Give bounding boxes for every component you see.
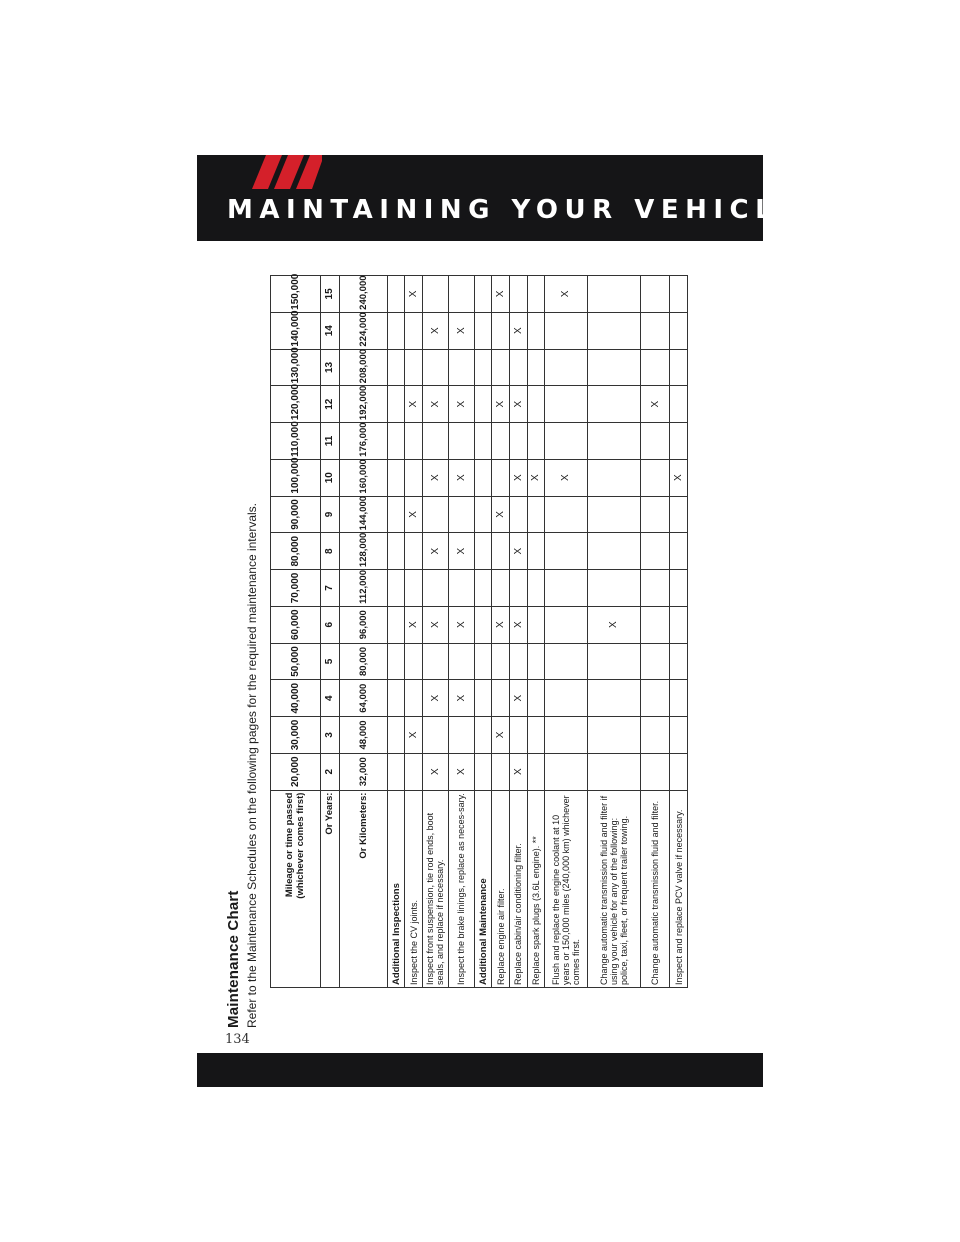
- table-row: [641, 276, 670, 988]
- mark-cell: [670, 717, 688, 754]
- mark-cell: [527, 606, 545, 643]
- mark-cell: [587, 753, 641, 790]
- mark-cell: X: [509, 533, 527, 570]
- mark-cell: [545, 717, 587, 754]
- task-label: Change automatic transmission fluid and filter if using your vehicle for any of the following: police, taxi, fleet, or frequent trailer towing.: [587, 790, 641, 987]
- mark-cell: [587, 349, 641, 386]
- task-label: Replace engine air filter.: [492, 790, 510, 987]
- maintenance-chart-rotated: [225, 268, 695, 1028]
- task-label: Flush and replace the engine coolant at 10 years or 150,000 miles (240,000 km) whichever comes first.: [545, 790, 587, 987]
- mark-cell: [670, 570, 688, 607]
- mark-cell: X: [423, 312, 449, 349]
- mark-cell: [670, 276, 688, 313]
- mark-cell: X: [448, 386, 474, 423]
- years-cell: 9: [320, 496, 340, 533]
- mark-cell: [545, 606, 587, 643]
- km-cell: 160,000: [340, 459, 388, 496]
- mark-cell: [448, 276, 474, 313]
- empty-cell: [387, 753, 405, 790]
- table-row: [527, 276, 545, 988]
- mark-cell: [527, 533, 545, 570]
- empty-cell: [474, 459, 492, 496]
- empty-cell: [387, 606, 405, 643]
- mark-cell: [509, 423, 527, 460]
- mark-cell: [405, 680, 423, 717]
- years-cell: 12: [320, 386, 340, 423]
- mark-cell: [492, 312, 510, 349]
- mark-cell: [587, 423, 641, 460]
- years-cell: 5: [320, 643, 340, 680]
- mark-cell: [641, 423, 670, 460]
- mark-cell: [423, 276, 449, 313]
- mark-cell: [405, 349, 423, 386]
- mark-cell: [448, 643, 474, 680]
- mileage-cell: 100,000: [271, 459, 321, 496]
- mark-cell: [423, 643, 449, 680]
- mark-cell: X: [448, 533, 474, 570]
- mark-cell: X: [509, 459, 527, 496]
- empty-cell: [474, 717, 492, 754]
- mark-cell: X: [492, 717, 510, 754]
- mark-cell: [545, 386, 587, 423]
- empty-cell: [387, 643, 405, 680]
- section-title: Additional Inspections: [387, 790, 405, 987]
- mark-cell: X: [423, 386, 449, 423]
- mark-cell: [641, 753, 670, 790]
- section-row: [474, 276, 492, 988]
- mark-cell: [587, 459, 641, 496]
- mark-cell: [670, 386, 688, 423]
- empty-cell: [387, 386, 405, 423]
- header-band: [197, 155, 803, 241]
- mark-cell: [527, 312, 545, 349]
- empty-cell: [474, 423, 492, 460]
- table-row: [423, 276, 449, 988]
- task-label: Replace cabin/air conditioning filter.: [509, 790, 527, 987]
- mark-cell: X: [448, 459, 474, 496]
- empty-cell: [474, 386, 492, 423]
- mark-cell: X: [509, 680, 527, 717]
- km-cell: 144,000: [340, 496, 388, 533]
- mark-cell: [641, 680, 670, 717]
- mileage-cell: 150,000: [271, 276, 321, 313]
- mileage-cell: 70,000: [271, 570, 321, 607]
- mark-cell: [509, 349, 527, 386]
- chart-title: Maintenance Chart: [225, 890, 242, 1028]
- mark-cell: [423, 496, 449, 533]
- years-cell: 15: [320, 276, 340, 313]
- mark-cell: [448, 423, 474, 460]
- mark-cell: [587, 386, 641, 423]
- mark-cell: [405, 459, 423, 496]
- mark-cell: [492, 643, 510, 680]
- mark-cell: [641, 606, 670, 643]
- mark-cell: [670, 312, 688, 349]
- years-cell: 4: [320, 680, 340, 717]
- mark-cell: [405, 423, 423, 460]
- mark-cell: [448, 349, 474, 386]
- km-cell: 208,000: [340, 349, 388, 386]
- task-label: Inspect the brake linings, replace as neces-sary.: [448, 790, 474, 987]
- header-row-km: [340, 276, 388, 988]
- mark-cell: [492, 459, 510, 496]
- task-label: Inspect and replace PCV valve if necessary.: [670, 790, 688, 987]
- km-cell: 32,000: [340, 753, 388, 790]
- mark-cell: [670, 680, 688, 717]
- km-cell: 80,000: [340, 643, 388, 680]
- mark-cell: [641, 717, 670, 754]
- mark-cell: [587, 680, 641, 717]
- mark-cell: [492, 753, 510, 790]
- mileage-cell: 110,000: [271, 423, 321, 460]
- mark-cell: [545, 753, 587, 790]
- mark-cell: [545, 643, 587, 680]
- mark-cell: [527, 753, 545, 790]
- mark-cell: [670, 606, 688, 643]
- mark-cell: [405, 753, 423, 790]
- mark-cell: X: [448, 680, 474, 717]
- years-cell: 13: [320, 349, 340, 386]
- mileage-cell: 20,000: [271, 753, 321, 790]
- mark-cell: [545, 349, 587, 386]
- mark-cell: [448, 717, 474, 754]
- years-label: Or Years:: [320, 790, 340, 987]
- table-row: [587, 276, 641, 988]
- mark-cell: [670, 423, 688, 460]
- mark-cell: [405, 570, 423, 607]
- km-cell: 176,000: [340, 423, 388, 460]
- km-cell: 128,000: [340, 533, 388, 570]
- mark-cell: [509, 643, 527, 680]
- empty-cell: [474, 349, 492, 386]
- years-cell: 6: [320, 606, 340, 643]
- mark-cell: [527, 570, 545, 607]
- mark-cell: X: [492, 386, 510, 423]
- mark-cell: X: [448, 753, 474, 790]
- section-title: MAINTAINING YOUR VEHICLE: [227, 195, 803, 225]
- mileage-cell: 130,000: [271, 349, 321, 386]
- mark-cell: [670, 349, 688, 386]
- mark-cell: X: [587, 606, 641, 643]
- task-label: Change automatic transmission fluid and filter.: [641, 790, 670, 987]
- mark-cell: X: [423, 606, 449, 643]
- empty-cell: [474, 570, 492, 607]
- table-row: [448, 276, 474, 988]
- mark-cell: [492, 570, 510, 607]
- mark-cell: [423, 717, 449, 754]
- years-cell: 2: [320, 753, 340, 790]
- mark-cell: [587, 717, 641, 754]
- mark-cell: [448, 496, 474, 533]
- empty-cell: [474, 276, 492, 313]
- mark-cell: [545, 423, 587, 460]
- mark-cell: [641, 643, 670, 680]
- years-cell: 7: [320, 570, 340, 607]
- mileage-cell: 90,000: [271, 496, 321, 533]
- km-cell: 240,000: [340, 276, 388, 313]
- mark-cell: X: [405, 606, 423, 643]
- mark-cell: [492, 533, 510, 570]
- task-label: Replace spark plugs (3.6L engine). **: [527, 790, 545, 987]
- empty-cell: [474, 496, 492, 533]
- mark-cell: [587, 570, 641, 607]
- mileage-cell: 120,000: [271, 386, 321, 423]
- mileage-header-label: [271, 790, 321, 987]
- mark-cell: X: [448, 312, 474, 349]
- mark-cell: [527, 423, 545, 460]
- empty-cell: [387, 496, 405, 533]
- mark-cell: [641, 312, 670, 349]
- mark-cell: [423, 349, 449, 386]
- mark-cell: [527, 349, 545, 386]
- mark-cell: [641, 276, 670, 313]
- header-row-years: [320, 276, 340, 988]
- mark-cell: X: [509, 386, 527, 423]
- mark-cell: X: [509, 753, 527, 790]
- mark-cell: [587, 276, 641, 313]
- mark-cell: [527, 717, 545, 754]
- mark-cell: [492, 680, 510, 717]
- mark-cell: X: [492, 606, 510, 643]
- table-row: [405, 276, 423, 988]
- mark-cell: [527, 680, 545, 717]
- mark-cell: X: [527, 459, 545, 496]
- km-cell: 64,000: [340, 680, 388, 717]
- mileage-cell: 80,000: [271, 533, 321, 570]
- mark-cell: [545, 680, 587, 717]
- years-cell: 14: [320, 312, 340, 349]
- mark-cell: [545, 533, 587, 570]
- mark-cell: [545, 496, 587, 533]
- mileage-header-line: (whichever comes first): [295, 792, 307, 899]
- empty-cell: [474, 753, 492, 790]
- chart-intro: Refer to the Maintenance Schedules on the following pages for the required maintenance intervals.: [245, 503, 259, 1028]
- mark-cell: [423, 423, 449, 460]
- mark-cell: X: [641, 386, 670, 423]
- mileage-cell: 30,000: [271, 717, 321, 754]
- mark-cell: [587, 312, 641, 349]
- empty-cell: [474, 606, 492, 643]
- task-label: Inspect front suspension, tie rod ends, boot seals, and replace if necessary.: [423, 790, 449, 987]
- mark-cell: [670, 753, 688, 790]
- km-cell: 48,000: [340, 717, 388, 754]
- mark-cell: X: [670, 459, 688, 496]
- mark-cell: [641, 533, 670, 570]
- mark-cell: [509, 570, 527, 607]
- mark-cell: [492, 349, 510, 386]
- mark-cell: X: [509, 312, 527, 349]
- empty-cell: [474, 680, 492, 717]
- mark-cell: [527, 643, 545, 680]
- section-row: [387, 276, 405, 988]
- mark-cell: X: [405, 386, 423, 423]
- mark-cell: [509, 496, 527, 533]
- mark-cell: [587, 496, 641, 533]
- mark-cell: X: [492, 276, 510, 313]
- empty-cell: [387, 423, 405, 460]
- empty-cell: [387, 717, 405, 754]
- empty-cell: [474, 643, 492, 680]
- mileage-cell: 60,000: [271, 606, 321, 643]
- mark-cell: [641, 570, 670, 607]
- mark-cell: [509, 717, 527, 754]
- footer-band: [197, 1053, 763, 1087]
- mark-cell: [448, 570, 474, 607]
- brand-stripes-icon: [252, 155, 322, 189]
- mark-cell: [641, 349, 670, 386]
- mark-cell: X: [492, 496, 510, 533]
- mark-cell: [670, 533, 688, 570]
- table-row: [492, 276, 510, 988]
- page-number: 134: [225, 1032, 250, 1047]
- years-cell: 8: [320, 533, 340, 570]
- mark-cell: X: [423, 533, 449, 570]
- table-row: [670, 276, 688, 988]
- mark-cell: [405, 312, 423, 349]
- maintenance-table: [270, 275, 688, 988]
- km-cell: 96,000: [340, 606, 388, 643]
- empty-cell: [387, 570, 405, 607]
- mileage-cell: 40,000: [271, 680, 321, 717]
- table-row: [545, 276, 587, 988]
- km-cell: 112,000: [340, 570, 388, 607]
- mark-cell: [587, 533, 641, 570]
- mark-cell: X: [423, 753, 449, 790]
- mark-cell: [423, 570, 449, 607]
- mark-cell: [527, 386, 545, 423]
- mark-cell: X: [405, 496, 423, 533]
- km-label: Or Kilometers:: [340, 790, 388, 987]
- mark-cell: [545, 312, 587, 349]
- mark-cell: [670, 496, 688, 533]
- mark-cell: X: [405, 276, 423, 313]
- empty-cell: [474, 533, 492, 570]
- years-cell: 3: [320, 717, 340, 754]
- mark-cell: X: [405, 717, 423, 754]
- mark-cell: [492, 423, 510, 460]
- mark-cell: X: [509, 606, 527, 643]
- empty-cell: [387, 312, 405, 349]
- mark-cell: [509, 276, 527, 313]
- mark-cell: [527, 496, 545, 533]
- years-cell: 10: [320, 459, 340, 496]
- km-cell: 224,000: [340, 312, 388, 349]
- mark-cell: X: [423, 680, 449, 717]
- header-row-mileage: [271, 276, 321, 988]
- empty-cell: [387, 680, 405, 717]
- mark-cell: [527, 276, 545, 313]
- km-cell: 192,000: [340, 386, 388, 423]
- mark-cell: [670, 643, 688, 680]
- task-label: Inspect the CV joints.: [405, 790, 423, 987]
- empty-cell: [387, 276, 405, 313]
- empty-cell: [387, 349, 405, 386]
- mileage-header-line: Mileage or time passed: [284, 792, 296, 898]
- mileage-cell: 140,000: [271, 312, 321, 349]
- mark-cell: [641, 496, 670, 533]
- mark-cell: [545, 570, 587, 607]
- empty-cell: [387, 459, 405, 496]
- table-row: [509, 276, 527, 988]
- mark-cell: X: [545, 459, 587, 496]
- mark-cell: X: [448, 606, 474, 643]
- mark-cell: [405, 643, 423, 680]
- mark-cell: X: [423, 459, 449, 496]
- empty-cell: [474, 312, 492, 349]
- mark-cell: X: [545, 276, 587, 313]
- mark-cell: [405, 533, 423, 570]
- section-title: Additional Maintenance: [474, 790, 492, 987]
- mark-cell: [587, 643, 641, 680]
- years-cell: 11: [320, 423, 340, 460]
- mark-cell: [641, 459, 670, 496]
- empty-cell: [387, 533, 405, 570]
- mileage-cell: 50,000: [271, 643, 321, 680]
